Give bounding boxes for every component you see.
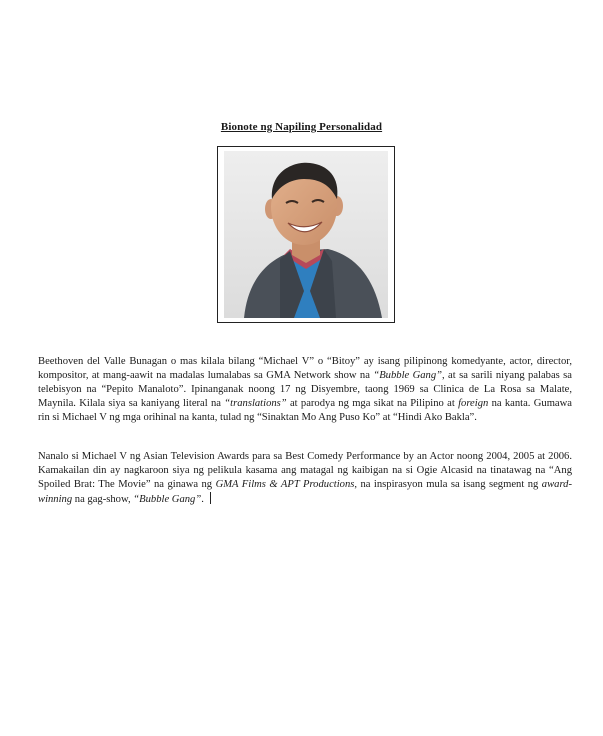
italic-text: “translations” — [224, 398, 287, 409]
italic-text: “Bubble Gang” — [373, 370, 443, 381]
paragraph-biography — [38, 355, 572, 425]
paragraph-text: at parodya ng mga sikat na Pilipino at — [286, 398, 459, 409]
italic-text: “Bubble Gang” — [133, 494, 202, 505]
italic-text: foreign — [458, 398, 489, 409]
paragraph-text: , at sa sarili niyang palabas sa telebisyon na “Pepito Manaloto”. Ipinanganak noong 17 ng Disyembre, taong 1969 sa Clinica de La Rosa sa Malate, Maynila. Kilala siya sa kaniyang literal na — [38, 370, 572, 409]
document-title: Bionote ng Napiling Personalidad — [220, 121, 383, 133]
paragraph-text: na gag-show, — [72, 494, 134, 505]
text-cursor — [210, 492, 211, 504]
portrait-illustration — [224, 151, 388, 318]
paragraph-text: na kanta. Gumawa rin si Michael V ng mga orihinal na kanta, tulad ng “Sinaktan Mo Ang Puso Ko” at “Hindi Ako Bakla”. — [38, 398, 572, 423]
italic-text: award-winning — [38, 479, 572, 505]
portrait-photo — [217, 146, 395, 323]
italic-text: GMA Films & APT Productions — [215, 479, 355, 490]
paragraph-text: , na inspirasyon mula sa isang segment ng — [354, 479, 542, 490]
paragraph-text: Nanalo si Michael V ng Asian Television Awards para sa Best Comedy Performance by an Actor noong 2004, 2005 at 2006. Kamakailan din ay nagkaroon siya ng pelikula kasama ang matagal ng kaibigan na si Ogie Alcasid na tinatawag na “Ang Spoiled Brat: The Movie” na ginawa ng — [38, 451, 572, 490]
paragraph-text: . — [201, 494, 204, 505]
paragraph-awards — [38, 450, 572, 507]
paragraph-text: Beethoven del Valle Bunagan o mas kilala bilang “Michael V” o “Bitoy” ay isang pilipinong komedyante, actor, director, kompositor, at mang-aawit na madalas lumalabas sa GMA Network show na — [38, 356, 572, 381]
